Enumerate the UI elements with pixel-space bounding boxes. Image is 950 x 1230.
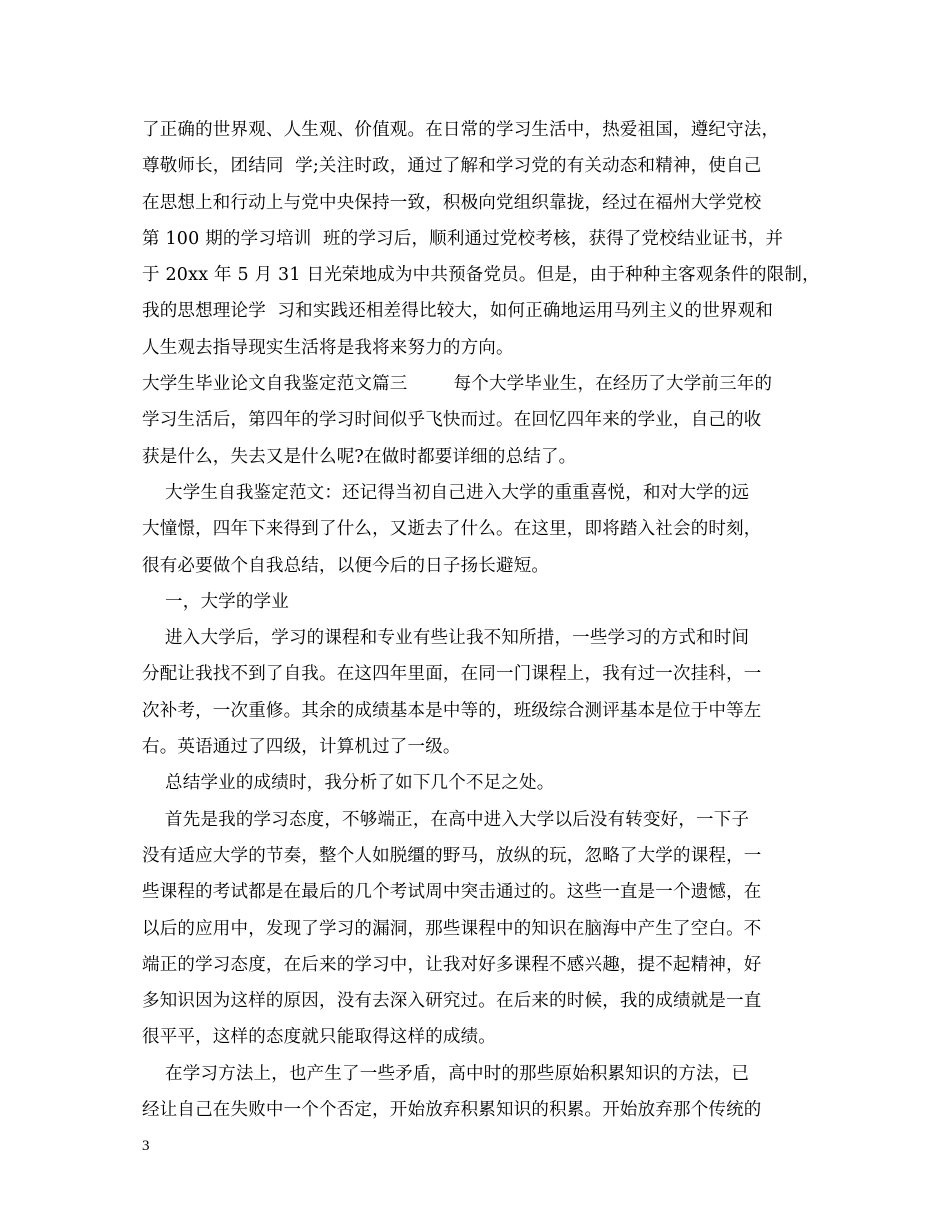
text-line: 分配让我找不到了自我。在这四年里面，在同一门课程上，我有过一次挂科，一: [142, 664, 762, 685]
text-line: 人生观去指导现实生活将是我将来努力的方向。: [142, 337, 514, 358]
text-line: 端正的学习态度，在后来的学习中，让我对好多课程不感兴趣，提不起精神，好: [142, 954, 762, 975]
text-line: 尊敬师长，团结同 学;关注时政，通过了解和学习党的有关动态和精神，使自己: [142, 156, 762, 177]
text-line: 在思想上和行动上与党中央保持一致，积极向党组织靠拢，经过在福州大学党校: [142, 192, 762, 213]
body-text: [142, 112, 822, 1128]
text-line: 我的思想理论学 习和实践还相差得比较大，如何正确地运用马列主义的世界观和: [142, 301, 774, 322]
text-line: 很有必要做个自我总结，以便今后的日子扬长避短。: [142, 555, 550, 576]
text-line: 很平平，这样的态度就只能取得这样的成绩。: [142, 1027, 496, 1048]
text-line: 次补考，一次重修。其余的成绩基本是中等的，班级综合测评基本是位于中等左: [142, 700, 762, 721]
text-line: 了正确的世界观、人生观、价值观。在日常的学习生活中，热爱祖国，遵纪守法，: [142, 120, 780, 140]
text-line: 首先是我的学习态度，不够端正，在高中进入大学以后没有转变好，一下子: [142, 809, 750, 830]
text-line: 总结学业的成绩时，我分析了如下几个不足之处。: [142, 773, 555, 794]
text-line: 多知识因为这样的原因，没有去深入研究过。在后来的时候，我的成绩就是一直: [142, 991, 762, 1012]
text-line: 右。英语通过了四级，计算机过了一级。: [142, 737, 461, 758]
text-line: 没有适应大学的节奏，整个人如脱缰的野马，放纵的玩，忽略了大学的课程，一: [142, 845, 762, 866]
subheading-line: 一，大学的学业: [142, 591, 289, 612]
text-line: 大憧憬，四年下来得到了什么，又逝去了什么。在这里，即将踏入社会的时刻，: [142, 519, 762, 540]
text-line: 经让自己在失败中一个个否定，开始放弃积累知识的积累。开始放弃那个传统的: [142, 1100, 762, 1121]
text-line: 于 20xx 年 5 月 31 日光荣地成为中共预备党员。但是，由于种种主客观条件的限制，: [142, 265, 820, 286]
page-number: 3: [142, 1138, 150, 1154]
text-line: 大学生自我鉴定范文：还记得当初自己进入大学的重重喜悦，和对大学的远: [142, 482, 750, 503]
text-line: 些课程的考试都是在最后的几个考试周中突击通过的。这些一直是一个遗憾，在: [142, 882, 762, 903]
text-line: 第 100 期的学习培训 班的学习后，顺利通过党校考核，获得了党校结业证书，并: [142, 228, 784, 249]
text-line: 获是什么，失去又是什么呢?在做时都要详细的总结了。: [142, 446, 577, 467]
text-line: 进入大学后，学习的课程和专业有些让我不知所措，一些学习的方式和时间: [142, 628, 750, 649]
text-line: 以后的应用中，发现了学习的漏洞，那些课程中的知识在脑海中产生了空白。不: [142, 918, 762, 939]
section-heading-line: 大学生毕业论文自我鉴定范文篇三 每个大学毕业生，在经历了大学前三年的: [142, 374, 773, 395]
text-line: 学习生活后，第四年的学习时间似乎飞快而过。在回忆四年来的学业，自己的收: [142, 410, 762, 431]
text-line: 在学习方法上，也产生了一些矛盾，高中时的那些原始积累知识的方法，已: [142, 1063, 750, 1084]
